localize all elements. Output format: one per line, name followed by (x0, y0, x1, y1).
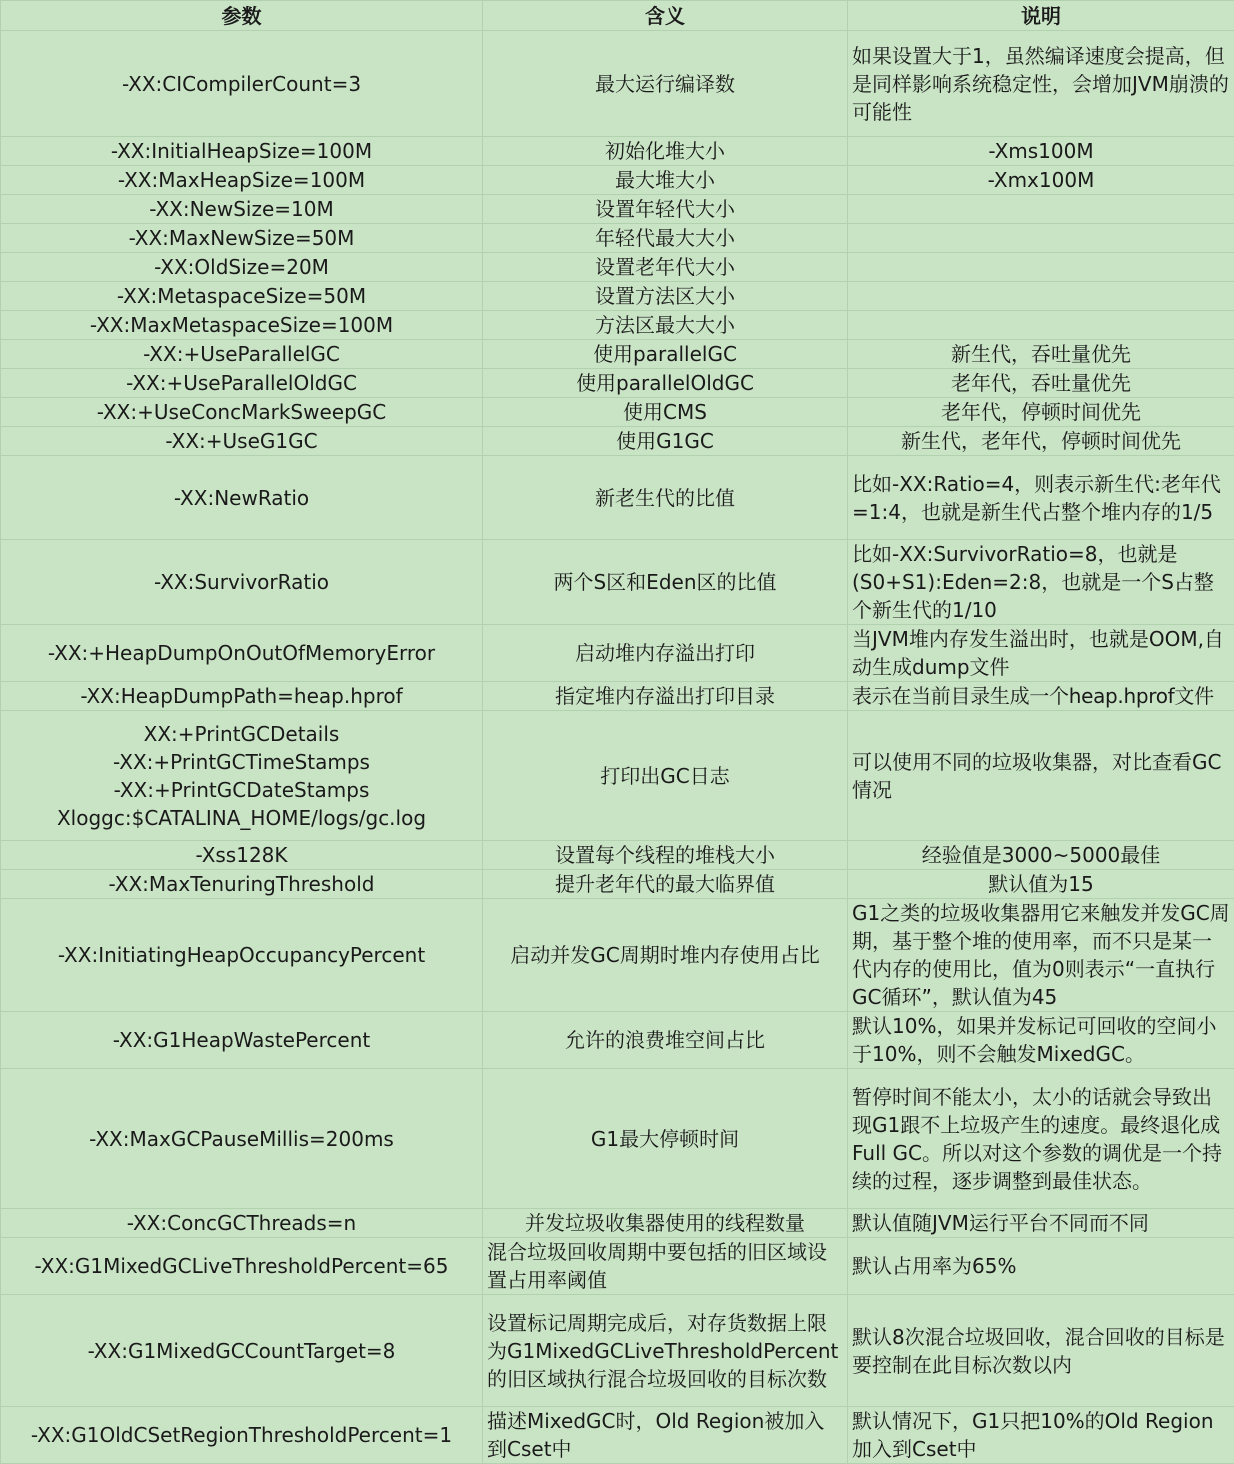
header-row (1, 1, 1234, 31)
desc-cell: 默认占用率为65% (848, 1238, 1234, 1295)
desc-cell: 比如-XX:Ratio=4，则表示新生代:老年代=1:4，也就是新生代占整个堆内存的1/5 (848, 456, 1234, 540)
meaning-cell: 最大堆大小 (483, 166, 848, 195)
table-row (1, 195, 1234, 224)
table-row (1, 899, 1234, 1012)
meaning-cell: 设置每个线程的堆栈大小 (483, 841, 848, 870)
param-cell: -XX:NewSize=10M (1, 195, 483, 224)
desc-cell: -Xms100M (848, 137, 1234, 166)
param-cell: XX:+PrintGCDetails -XX:+PrintGCTimeStamps -XX:+PrintGCDateStamps Xloggc:$CATALINA_HOME/logs/gc.log (1, 711, 483, 841)
desc-cell (848, 253, 1234, 282)
desc-cell: 比如-XX:SurvivorRatio=8，也就是(S0+S1):Eden=2:8，也就是一个S占整个新生代的1/10 (848, 540, 1234, 625)
desc-cell: 暂停时间不能太小，太小的话就会导致出现G1跟不上垃圾产生的速度。最终退化成Full GC。所以对这个参数的调优是一个持续的过程，逐步调整到最佳状态。 (848, 1069, 1234, 1209)
meaning-cell: 两个S区和Eden区的比值 (483, 540, 848, 625)
header-param: 参数 (1, 1, 483, 31)
table-row (1, 540, 1234, 625)
table-row (1, 427, 1234, 456)
desc-cell: 表示在当前目录生成一个heap.hprof文件 (848, 682, 1234, 711)
param-cell: -XX:MaxTenuringThreshold (1, 870, 483, 899)
table-row (1, 456, 1234, 540)
param-cell: -XX:CICompilerCount=3 (1, 31, 483, 137)
meaning-cell: 设置老年代大小 (483, 253, 848, 282)
desc-cell (848, 311, 1234, 340)
table-row (1, 224, 1234, 253)
table-row (1, 340, 1234, 369)
table-row (1, 1209, 1234, 1238)
desc-cell (848, 195, 1234, 224)
param-cell: -XX:InitiatingHeapOccupancyPercent (1, 899, 483, 1012)
table-row (1, 253, 1234, 282)
desc-cell: 新生代，老年代，停顿时间优先 (848, 427, 1234, 456)
meaning-cell: 新老生代的比值 (483, 456, 848, 540)
table-row (1, 1295, 1234, 1407)
table-row (1, 137, 1234, 166)
meaning-cell: 指定堆内存溢出打印目录 (483, 682, 848, 711)
meaning-cell: 打印出GC日志 (483, 711, 848, 841)
meaning-cell: 使用CMS (483, 398, 848, 427)
table-row (1, 31, 1234, 137)
desc-cell: 默认值为15 (848, 870, 1234, 899)
meaning-cell: G1最大停顿时间 (483, 1069, 848, 1209)
table-row (1, 282, 1234, 311)
meaning-cell: 使用G1GC (483, 427, 848, 456)
table-row (1, 1069, 1234, 1209)
param-cell: -XX:+HeapDumpOnOutOfMemoryError (1, 625, 483, 682)
param-cell: -XX:NewRatio (1, 456, 483, 540)
param-cell: -XX:+UseParallelOldGC (1, 369, 483, 398)
desc-cell: 经验值是3000~5000最佳 (848, 841, 1234, 870)
table-row (1, 1238, 1234, 1295)
table-row (1, 398, 1234, 427)
desc-cell: G1之类的垃圾收集器用它来触发并发GC周期，基于整个堆的使用率，而不只是某一代内存的使用比，值为0则表示“一直执行GC循环”，默认值为45 (848, 899, 1234, 1012)
param-cell: -XX:G1HeapWastePercent (1, 1012, 483, 1069)
param-cell: -XX:MetaspaceSize=50M (1, 282, 483, 311)
meaning-cell: 启动堆内存溢出打印 (483, 625, 848, 682)
table-row (1, 841, 1234, 870)
meaning-cell: 提升老年代的最大临界值 (483, 870, 848, 899)
param-cell: -XX:ConcGCThreads=n (1, 1209, 483, 1238)
table-row (1, 369, 1234, 398)
desc-cell: 默认8次混合垃圾回收，混合回收的目标是要控制在此目标次数以内 (848, 1295, 1234, 1407)
param-cell: -XX:+UseG1GC (1, 427, 483, 456)
desc-cell: 默认值随JVM运行平台不同而不同 (848, 1209, 1234, 1238)
param-cell: -XX:OldSize=20M (1, 253, 483, 282)
desc-cell: 当JVM堆内存发生溢出时，也就是OOM,自动生成dump文件 (848, 625, 1234, 682)
desc-cell: 新生代，吞吐量优先 (848, 340, 1234, 369)
table-row (1, 625, 1234, 682)
desc-cell (848, 282, 1234, 311)
header-meaning: 含义 (483, 1, 848, 31)
desc-cell: 老年代，停顿时间优先 (848, 398, 1234, 427)
param-cell: -XX:HeapDumpPath=heap.hprof (1, 682, 483, 711)
desc-cell: 默认情况下，G1只把10%的Old Region加入到Cset中 (848, 1407, 1234, 1464)
table-row (1, 870, 1234, 899)
desc-cell (848, 224, 1234, 253)
meaning-cell: 设置方法区大小 (483, 282, 848, 311)
desc-cell: 如果设置大于1，虽然编译速度会提高，但是同样影响系统稳定性，会增加JVM崩溃的可能性 (848, 31, 1234, 137)
meaning-cell: 最大运行编译数 (483, 31, 848, 137)
meaning-cell: 混合垃圾回收周期中要包括的旧区域设置占用率阈值 (483, 1238, 848, 1295)
table-body (1, 31, 1234, 1464)
meaning-cell: 允许的浪费堆空间占比 (483, 1012, 848, 1069)
param-cell: -XX:G1OldCSetRegionThresholdPercent=1 (1, 1407, 483, 1464)
meaning-cell: 初始化堆大小 (483, 137, 848, 166)
meaning-cell: 设置年轻代大小 (483, 195, 848, 224)
table-row (1, 711, 1234, 841)
param-cell: -XX:MaxHeapSize=100M (1, 166, 483, 195)
param-cell: -XX:G1MixedGCLiveThresholdPercent=65 (1, 1238, 483, 1295)
param-cell: -XX:MaxNewSize=50M (1, 224, 483, 253)
param-cell: -XX:MaxGCPauseMillis=200ms (1, 1069, 483, 1209)
param-cell: -Xss128K (1, 841, 483, 870)
table-row (1, 682, 1234, 711)
table-row (1, 311, 1234, 340)
meaning-cell: 并发垃圾收集器使用的线程数量 (483, 1209, 848, 1238)
table-row (1, 166, 1234, 195)
param-cell: -XX:SurvivorRatio (1, 540, 483, 625)
meaning-cell: 方法区最大大小 (483, 311, 848, 340)
table-row (1, 1012, 1234, 1069)
table-row (1, 1407, 1234, 1464)
desc-cell: 可以使用不同的垃圾收集器，对比查看GC情况 (848, 711, 1234, 841)
meaning-cell: 描述MixedGC时，Old Region被加入到Cset中 (483, 1407, 848, 1464)
param-cell: -XX:+UseConcMarkSweepGC (1, 398, 483, 427)
desc-cell: 老年代，吞吐量优先 (848, 369, 1234, 398)
param-cell: -XX:+UseParallelGC (1, 340, 483, 369)
meaning-cell: 年轻代最大大小 (483, 224, 848, 253)
param-cell: -XX:G1MixedGCCountTarget=8 (1, 1295, 483, 1407)
meaning-cell: 使用parallelGC (483, 340, 848, 369)
meaning-cell: 设置标记周期完成后，对存货数据上限为G1MixedGCLiveThresholdPercent的旧区域执行混合垃圾回收的目标次数 (483, 1295, 848, 1407)
desc-cell: -Xmx100M (848, 166, 1234, 195)
param-cell: -XX:InitialHeapSize=100M (1, 137, 483, 166)
desc-cell: 默认10%，如果并发标记可回收的空间小于10%，则不会触发MixedGC。 (848, 1012, 1234, 1069)
meaning-cell: 使用parallelOldGC (483, 369, 848, 398)
header-desc: 说明 (848, 1, 1234, 31)
param-cell: -XX:MaxMetaspaceSize=100M (1, 311, 483, 340)
meaning-cell: 启动并发GC周期时堆内存使用占比 (483, 899, 848, 1012)
